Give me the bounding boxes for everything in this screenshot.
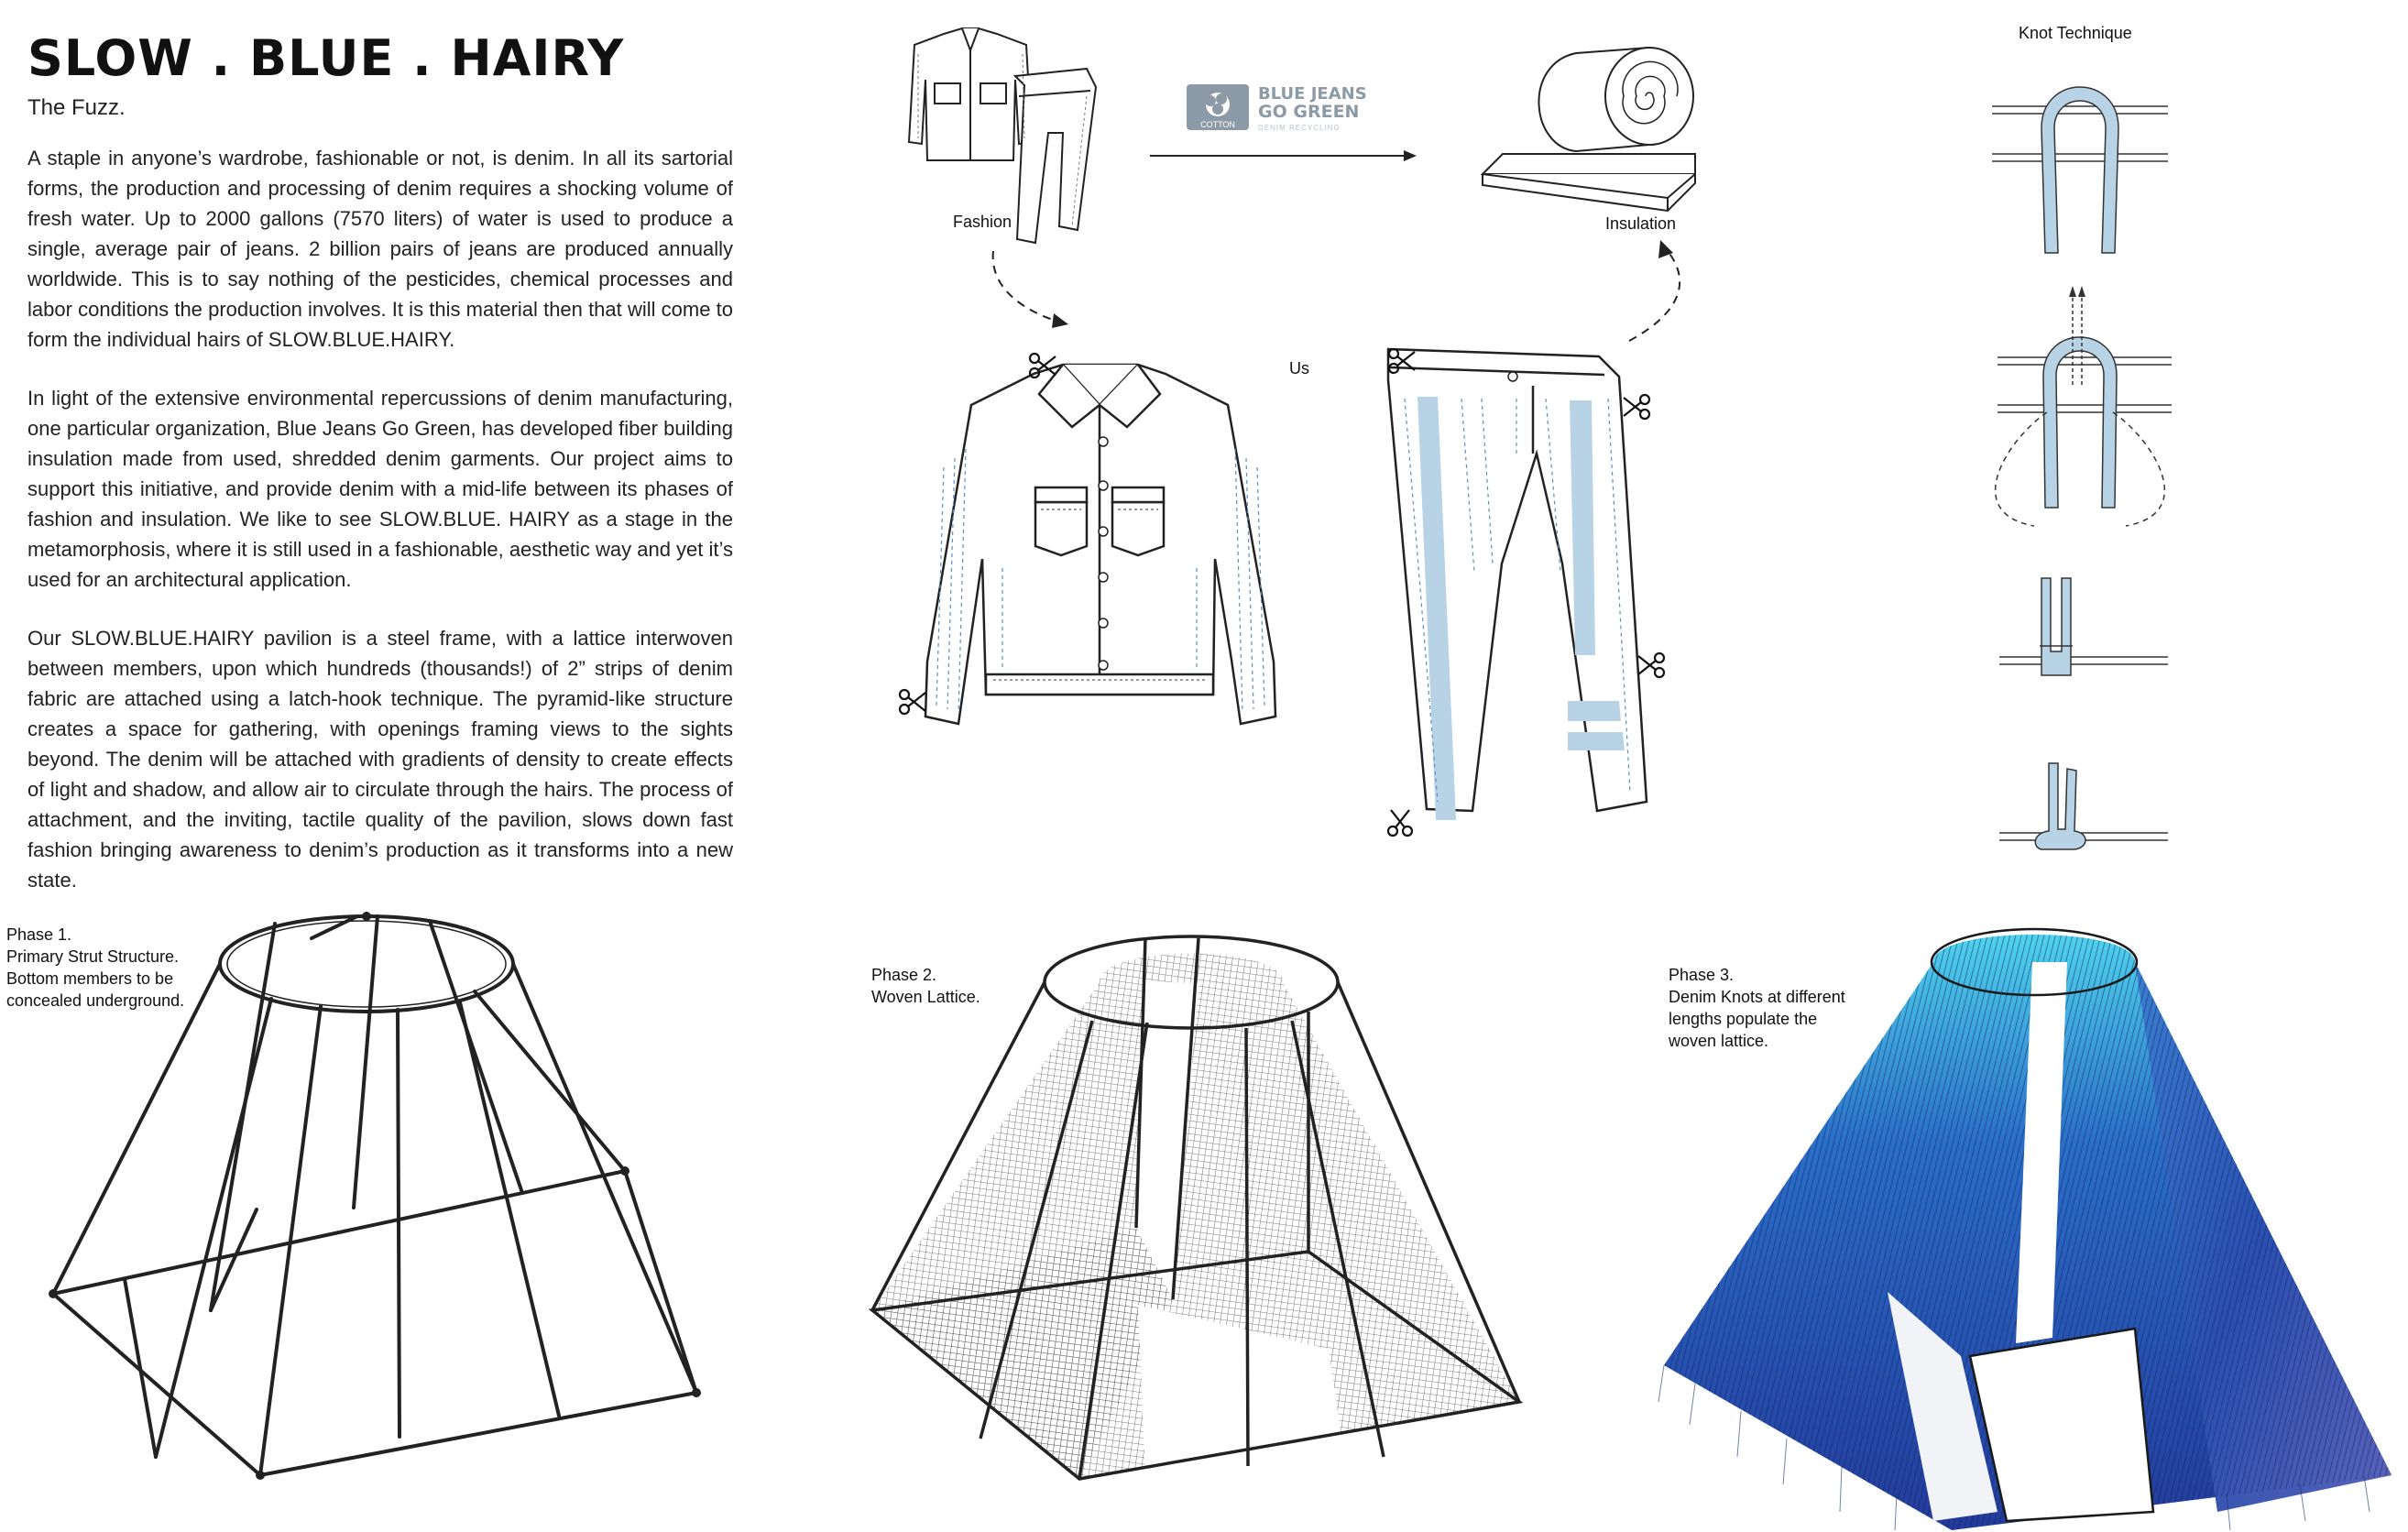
fashion-label: Fashion bbox=[953, 213, 1012, 231]
scissors-icon-6 bbox=[1385, 808, 1415, 837]
fashion-garments-icon bbox=[907, 23, 1118, 243]
scissors-icon-1 bbox=[1028, 351, 1057, 380]
phase-2-woven-lattice bbox=[861, 925, 1539, 1494]
intro-paragraph: A staple in anyone’s wardrobe, fashionable or not, is denim. In all its sartorial forms, the production and processing of denim requires a shocking volume of fresh water. Up to 2000 gallons (7570 liters) of water is used to produce a single, average pair of jeans. 2 billion pairs of jeans are produced annually worldwide. This is to say nothing of the pesticides, chemical processes and labor conditions the production involves. It is this material then that will come to form the individual hairs of SLOW.BLUE.HAIRY. bbox=[27, 147, 733, 351]
scissors-icon-4 bbox=[1622, 392, 1651, 421]
page-title: SLOW . BLUE . HAIRY bbox=[27, 29, 625, 87]
page-subtitle: The Fuzz. bbox=[27, 95, 126, 120]
pavilion-paragraph: Our SLOW.BLUE.HAIRY pavilion is a steel frame, with a lattice interwoven between members, upon which hundreds (thousands!) of 2” strips of denim fabric are attached using a latch-hook technique. The pyramid-like structure creates a space for gathering, with openings framing views to the sights beyond. The denim will be attached with gradients of density to create effects of light and shadow, and allow air to circulate through the hairs. The process of attachment, and the inviting, tactile quality of the pavilion, slows down fast fashion bringing awareness to denim’s production as it transforms into a new state. bbox=[27, 627, 733, 892]
knot-technique-title: Knot Technique bbox=[2019, 24, 2132, 42]
logo-mark-text: COTTON bbox=[1200, 120, 1235, 129]
knot-step-3-icon bbox=[1998, 573, 2181, 683]
phase-3-caption: Phase 3. Denim Knots at different lengths populate the woven lattice. bbox=[1669, 966, 1845, 1050]
denim-jacket-icon bbox=[925, 357, 1274, 742]
phase-1-caption: Phase 1. Primary Strut Structure. Bottom members to be concealed underground. bbox=[6, 925, 185, 1010]
phase-1-strut-frame bbox=[46, 907, 724, 1494]
logo-line-1: BLUE JEANS bbox=[1258, 84, 1367, 104]
insulation-roll-icon bbox=[1475, 37, 1732, 220]
phase-2-caption: Phase 2. Woven Lattice. bbox=[871, 966, 980, 1006]
flow-arrow-icon bbox=[1145, 147, 1420, 165]
scissors-icon-3 bbox=[1387, 346, 1417, 376]
blue-jeans-go-green-logo bbox=[1187, 81, 1388, 137]
phase-3-denim-knots bbox=[1658, 925, 2397, 1532]
insulation-label: Insulation bbox=[1605, 214, 1677, 233]
dashed-arrow-us-to-insulation bbox=[1613, 238, 1713, 348]
scissors-icon-2 bbox=[898, 687, 927, 717]
knot-step-1-icon bbox=[1988, 73, 2172, 257]
logo-line-3: DENIM RECYCLING bbox=[1258, 124, 1341, 132]
scissors-icon-5 bbox=[1636, 651, 1666, 680]
initiative-paragraph: In light of the extensive environmental repercussions of denim manufacturing, one particular organization, Blue Jeans Go Green, has developed fiber building insulation made from used, shredded denim garments. Our project aims to support this initiative, and provide denim with a mid-life between its phases of fashion and insulation. We like to see SLOW.BLUE. HAIRY as a stage in the metamorphosis, where it is still used in a fashionable, aesthetic way and yet it’s used for an architectural application. bbox=[27, 387, 733, 591]
dashed-arrow-fashion-to-us bbox=[971, 247, 1072, 330]
logo-line-2: GO GREEN bbox=[1258, 102, 1360, 122]
knot-step-2-icon bbox=[1970, 284, 2190, 541]
knot-step-4-icon bbox=[1998, 756, 2181, 857]
us-label: Us bbox=[1289, 359, 1309, 378]
